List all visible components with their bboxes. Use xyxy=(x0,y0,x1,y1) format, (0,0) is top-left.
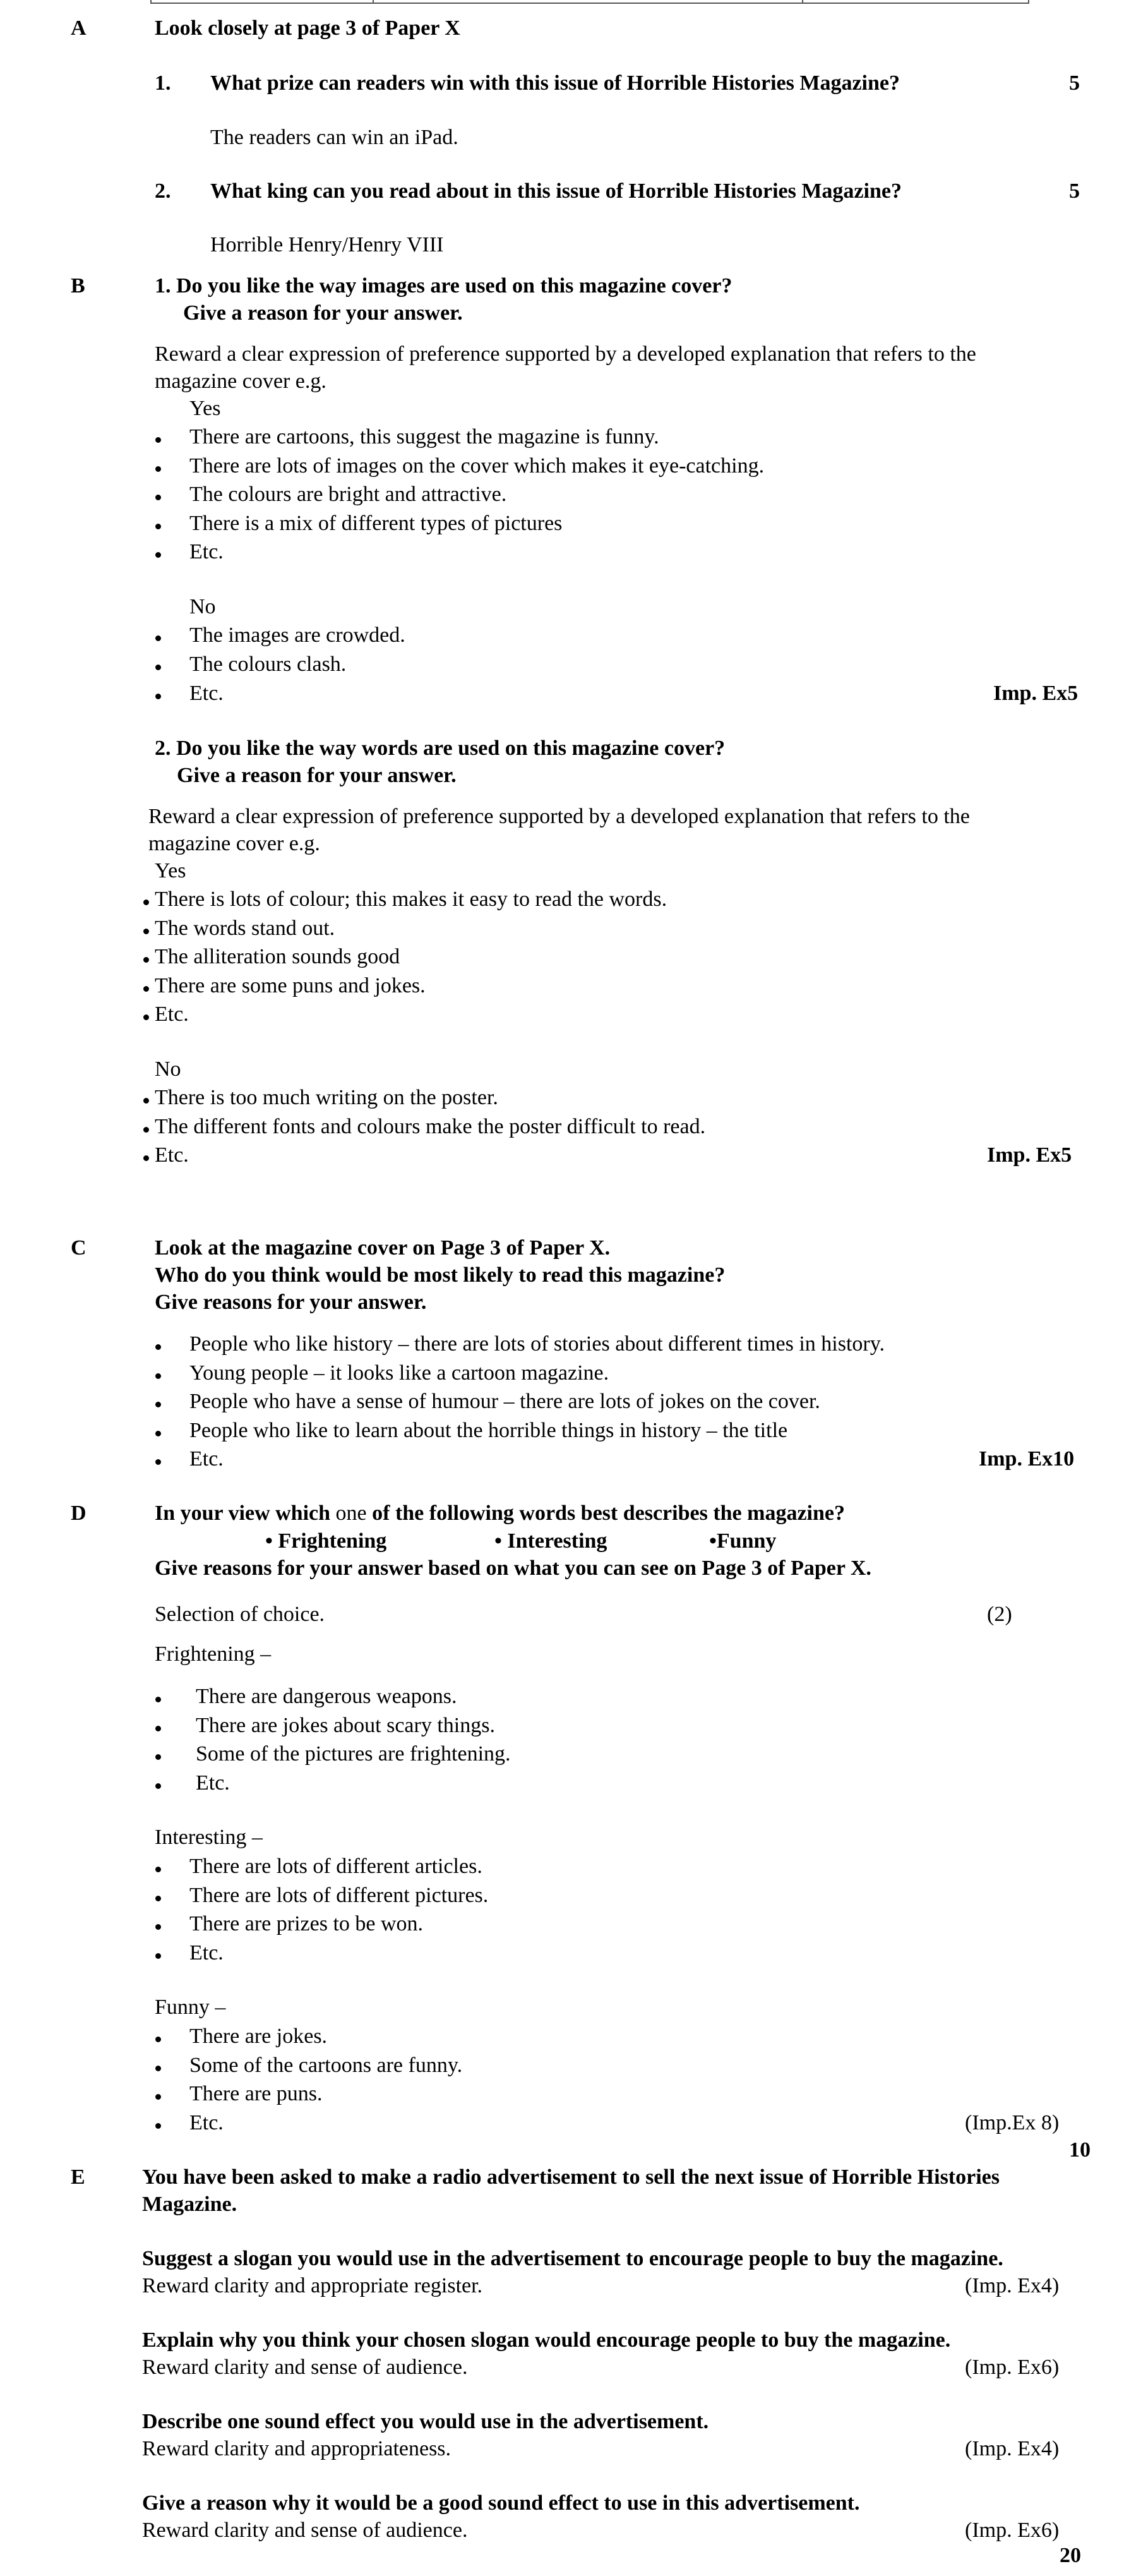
task-question: Give a reason why it would be a good sound effect to use in this advertisement. xyxy=(142,2491,860,2515)
reward-text: Reward a clear expression of preference supported by a developed explanation that refers to the xyxy=(155,342,976,366)
question-marks: (Imp. Ex4) xyxy=(965,2437,1060,2460)
question-text: 2. Do you like the way words are used on this magazine cover? xyxy=(155,737,726,760)
option-label: Yes xyxy=(155,859,186,882)
question-number: 2. xyxy=(155,179,171,203)
option-label: No xyxy=(155,1057,181,1081)
question-marks: (Imp. Ex6) xyxy=(965,2356,1060,2379)
question-marks: Imp. Ex5 xyxy=(987,1143,1072,1167)
table-divider xyxy=(802,0,803,3)
selection-text: Selection of choice. xyxy=(155,1603,325,1626)
question-marks: (Imp.Ex 8) xyxy=(965,2111,1060,2134)
question-marks: Imp. Ex5 xyxy=(993,682,1079,705)
question-marks: 5 xyxy=(1069,179,1080,203)
question-text: Give reasons for your answer based on what you can see on Page 3 of Paper X. xyxy=(155,1556,871,1580)
section-letter: E xyxy=(71,2165,85,2189)
question-marks: (Imp. Ex4) xyxy=(965,2274,1060,2297)
section-letter: C xyxy=(71,1236,87,1260)
table-bottom-edge xyxy=(150,0,1029,4)
question-text: Give reasons for your answer. xyxy=(155,1291,427,1314)
section-heading: Look closely at page 3 of Paper X xyxy=(155,16,460,40)
table-divider xyxy=(373,0,374,3)
section-total: 20 xyxy=(1060,2544,1081,2567)
section-letter: D xyxy=(71,1502,87,1525)
reward-text: magazine cover e.g. xyxy=(148,832,320,855)
task-question: Suggest a slogan you would use in the advertisement to encourage people to buy the magazine. xyxy=(142,2247,1003,2270)
reward-text: Reward clarity and sense of audience. xyxy=(142,2356,468,2379)
section-total: 10 xyxy=(1069,2138,1091,2162)
task-question: Describe one sound effect you would use in the advertisement. xyxy=(142,2410,709,2433)
task-question: Explain why you think your chosen slogan would encourage people to buy the magazine. xyxy=(142,2328,951,2352)
section-letter: B xyxy=(71,274,85,298)
answer-text: The readers can win an iPad. xyxy=(210,126,458,149)
reward-text: Reward clarity and appropriate register. xyxy=(142,2274,483,2297)
question-marks: 5 xyxy=(1069,71,1080,95)
choice-funny: •Funny xyxy=(709,1529,777,1553)
question-text: You have been asked to make a radio advertisement to sell the next issue of Horrible Histories xyxy=(142,2165,1000,2189)
choice-frightening: • Frightening xyxy=(265,1529,387,1553)
reward-text: Reward a clear expression of preference supported by a developed explanation that refers to the xyxy=(148,805,970,828)
choice-interesting: • Interesting xyxy=(494,1529,607,1553)
reward-text: Reward clarity and appropriateness. xyxy=(142,2437,451,2460)
question-text: Who do you think would be most likely to read this magazine? xyxy=(155,1263,726,1287)
choice-heading: Funny – xyxy=(155,1995,226,2019)
question-text: Give a reason for your answer. xyxy=(183,301,463,325)
reward-text: magazine cover e.g. xyxy=(155,370,326,393)
question-text: What prize can readers win with this issue of Horrible Histories Magazine? xyxy=(210,71,900,95)
question-text: What king can you read about in this issue of Horrible Histories Magazine? xyxy=(210,179,902,203)
choice-heading: Interesting – xyxy=(155,1826,263,1849)
reward-text: Reward clarity and sense of audience. xyxy=(142,2519,468,2542)
option-label: No xyxy=(189,595,216,618)
question-text: 1. Do you like the way images are used on this magazine cover? xyxy=(155,274,732,298)
question-number: 1. xyxy=(155,71,171,95)
question-text: Give a reason for your answer. xyxy=(177,764,457,787)
question-text: Magazine. xyxy=(142,2193,237,2216)
option-label: Yes xyxy=(189,397,221,420)
selection-marks: (2) xyxy=(987,1603,1012,1626)
question-marks: (Imp. Ex6) xyxy=(965,2519,1060,2542)
question-marks: Imp. Ex10 xyxy=(979,1447,1075,1471)
question-text: In your view which one of the following words best describes the magazine? xyxy=(155,1502,846,1525)
answer-text: Horrible Henry/Henry VIII xyxy=(210,233,444,256)
question-text: Look at the magazine cover on Page 3 of Paper X. xyxy=(155,1236,611,1260)
section-letter: A xyxy=(71,16,87,40)
choice-heading: Frightening – xyxy=(155,1642,272,1666)
